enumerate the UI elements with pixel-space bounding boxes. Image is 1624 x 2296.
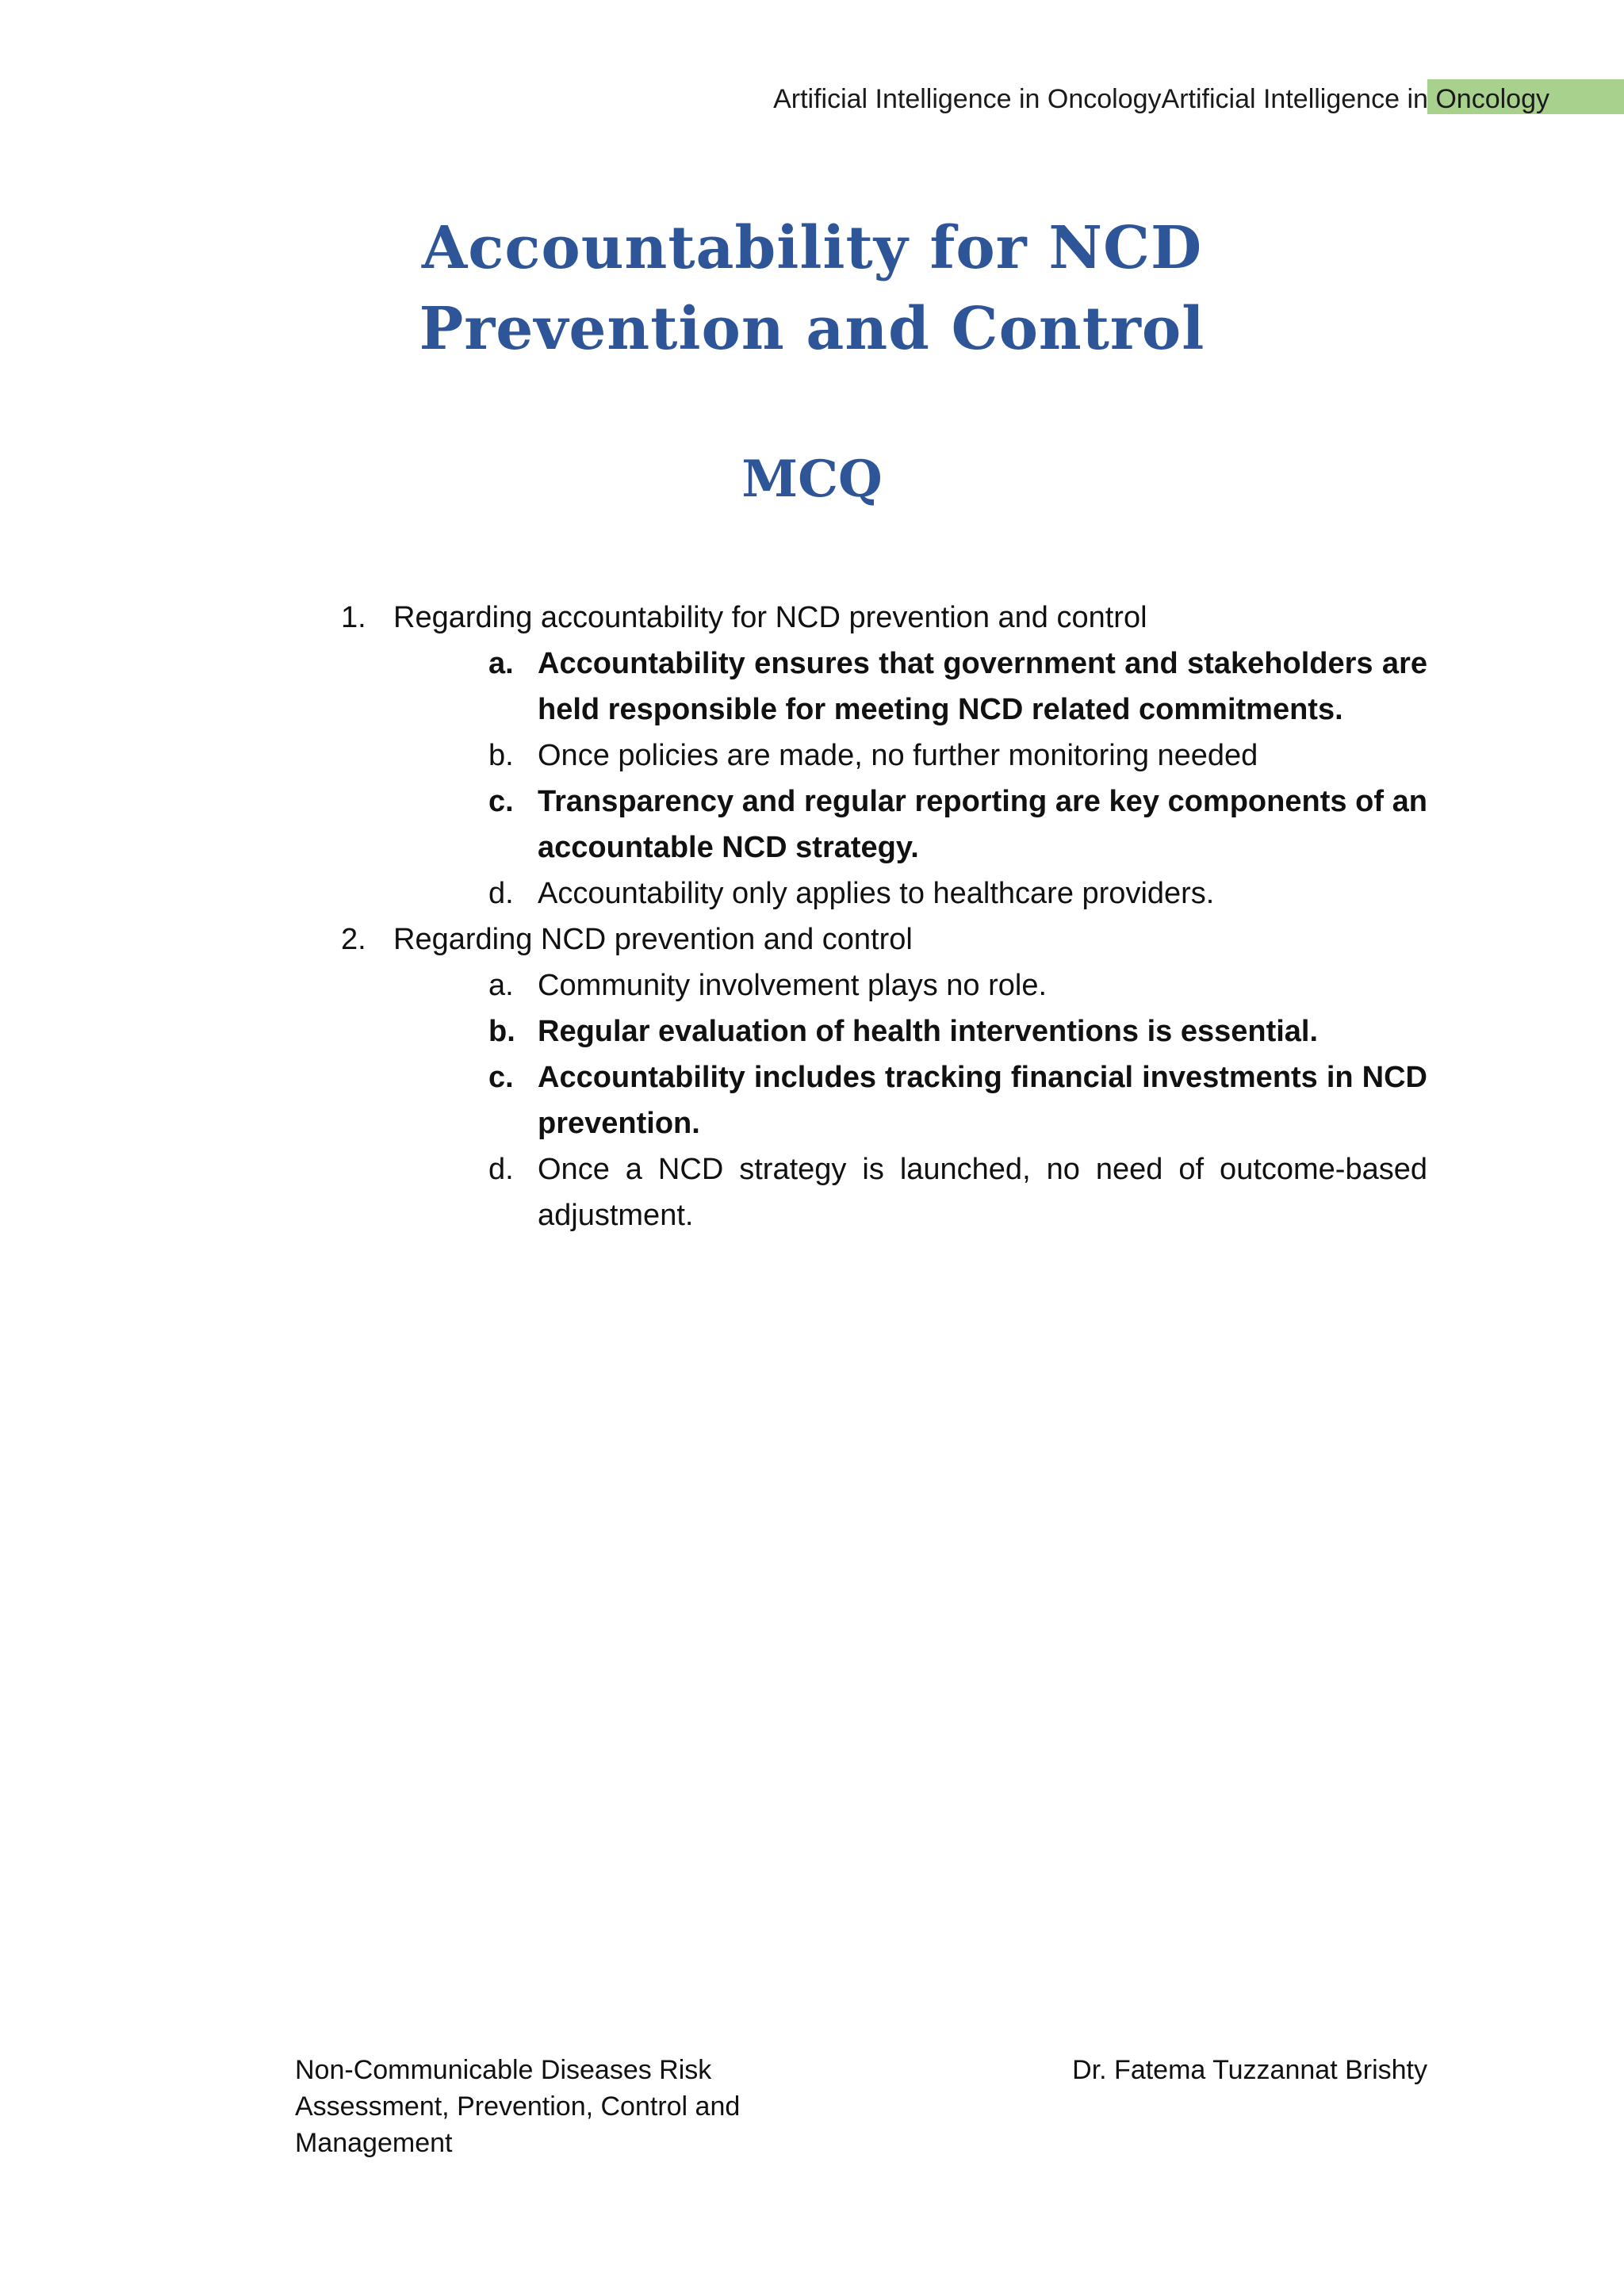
page-title xyxy=(0,208,1624,369)
option-text: Once a NCD strategy is launched, no need of outcome-based adjustment. xyxy=(538,1153,1427,1232)
option-letter: c. xyxy=(488,785,514,818)
option-letter: b. xyxy=(488,1015,515,1048)
option-text: Regular evaluation of health interventions is essential. xyxy=(538,1015,1319,1048)
question-number: 1. xyxy=(341,601,366,634)
option-1b xyxy=(488,733,1427,779)
option-letter: a. xyxy=(488,969,514,1002)
question-number: 2. xyxy=(341,923,366,956)
question-1 xyxy=(341,595,1427,641)
option-letter: d. xyxy=(488,877,514,910)
option-text: Transparency and regular reporting are key components of an accountable NCD strategy. xyxy=(538,785,1427,864)
option-text: Accountability ensures that government and stakeholders are held responsible for meeting NCD related commitments. xyxy=(538,647,1427,726)
title-line-1: Accountability for NCD xyxy=(421,214,1203,282)
section-heading: MCQ xyxy=(741,450,883,509)
option-letter: c. xyxy=(488,1061,514,1094)
option-text: Community involvement plays no role. xyxy=(538,969,1048,1002)
option-text: Accountability only applies to healthcare providers. xyxy=(538,877,1215,910)
option-letter: b. xyxy=(488,739,514,772)
option-2a xyxy=(488,962,1427,1008)
option-2c xyxy=(488,1054,1427,1146)
footer-book-title: Non-Communicable Diseases Risk Assessment, Prevention, Control and Management xyxy=(295,2055,741,2158)
option-letter: a. xyxy=(488,647,514,680)
option-2d xyxy=(488,1146,1427,1238)
question-stem: Regarding NCD prevention and control xyxy=(393,923,913,956)
mcq-list xyxy=(341,595,1427,1238)
option-text: Accountability includes tracking financial investments in NCD prevention. xyxy=(538,1061,1427,1140)
option-letter: d. xyxy=(488,1153,514,1186)
option-1c xyxy=(488,779,1427,871)
option-text: Once policies are made, no further monitoring needed xyxy=(538,739,1258,772)
question-stem: Regarding accountability for NCD prevention and control xyxy=(393,601,1147,634)
option-1d xyxy=(488,871,1427,916)
option-1a xyxy=(488,641,1427,733)
footer-author: Dr. Fatema Tuzzannat Brishty xyxy=(1072,2055,1427,2085)
title-line-2: Prevention and Control xyxy=(419,295,1205,363)
running-header: Artificial Intelligence in OncologyArtificial Intelligence in Oncology xyxy=(773,84,1549,114)
option-2b xyxy=(488,1008,1427,1054)
question-2 xyxy=(341,916,1427,962)
